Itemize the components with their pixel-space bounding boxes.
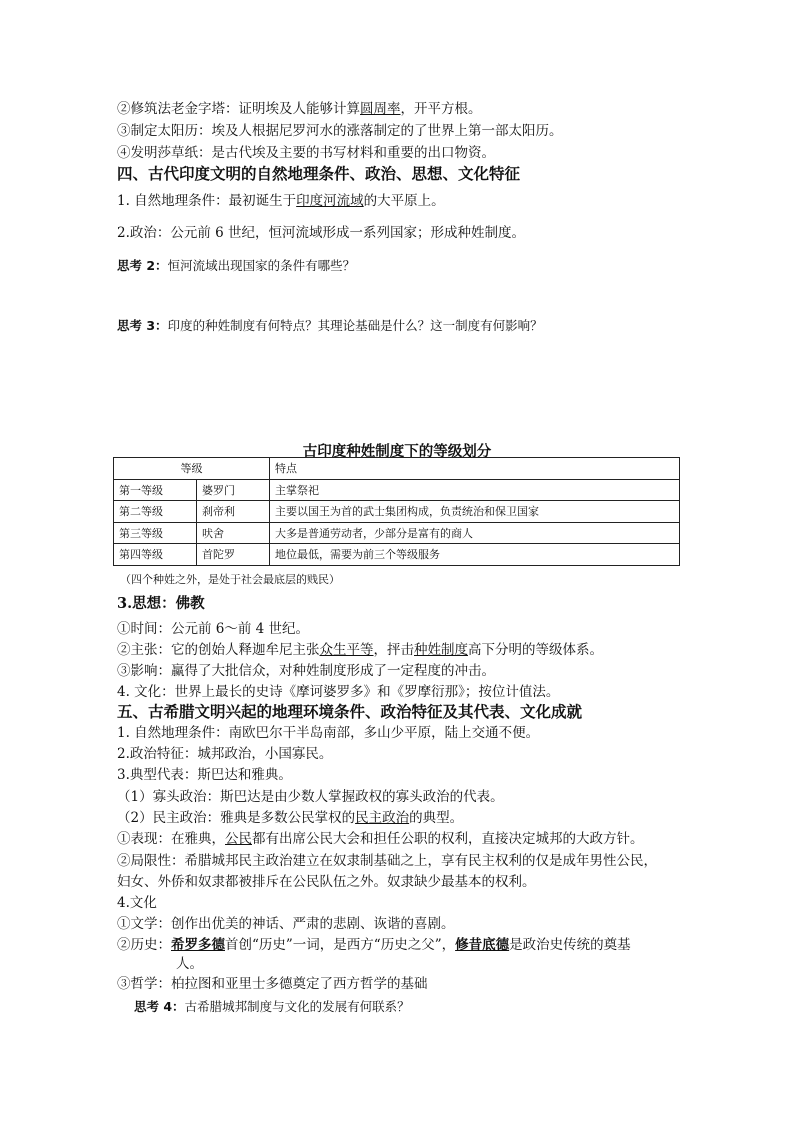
greece-expression: ①表现：在雅典，公民都有出席公民大会和担任公职的权利，直接决定城邦的大政方针。	[117, 831, 644, 847]
calendar-line: ③制定太阳历：埃及人根据尼罗河水的涨落制定的了世界上第一部太阳历。	[117, 123, 563, 139]
thought-time: ①时间：公元前 6～前 4 世纪。	[117, 621, 310, 637]
india-geo-line: 1. 自然地理条件：最初诞生于印度河流域的大平原上。	[117, 193, 445, 209]
india-culture: 4. 文化：世界上最长的史诗《摩诃婆罗多》和《罗摩衍那》；按位计值法。	[117, 684, 560, 700]
greece-democracy: （2）民主政治：雅典是多数公民掌权的民主政治的典型。	[117, 810, 464, 826]
pi-term: 圆周率	[360, 101, 401, 117]
table-row: 第一等级 婆罗门 主掌祭祀	[114, 479, 680, 501]
think-2: 思考 2：恒河流域出现国家的条件有哪些？	[117, 258, 356, 273]
caste-term: 种姓制度	[414, 642, 468, 658]
greece-geo: 1. 自然地理条件：南欧巴尔干半岛南部，多山少平原，陆上交通不便。	[117, 725, 540, 741]
table-row: 第四等级 首陀罗 地位最低，需要为前三个等级服务	[114, 544, 680, 566]
header-feature: 特点	[270, 458, 680, 480]
indus-term: 印度河流域	[296, 193, 364, 209]
think-4: 思考 4：古希腊城邦制度与文化的发展有何联系？	[134, 999, 410, 1014]
greece-heading: 五、古希腊文明兴起的地理环境条件、政治特征及其代表、文化成就	[117, 702, 583, 721]
greece-history-cont: 人。	[176, 956, 203, 972]
thought-heading: 3.思想：佛教	[117, 595, 205, 612]
greece-history: ②历史：希罗多德首创“历史”一词，是西方“历史之父”，修昔底德是政治史传统的奠基	[117, 937, 631, 953]
india-heading: 四、古代印度文明的自然地理条件、政治、思想、文化特征	[117, 164, 521, 183]
table-row: 第三等级 吠舍 大多是普通劳动者，少部分是富有的商人	[114, 522, 680, 544]
thought-impact: ③影响：赢得了大批信众，对种姓制度形成了一定程度的冲击。	[117, 663, 495, 679]
pyramid-line: ②修筑法老金字塔：证明埃及人能够计算圆周率，开平方根。	[117, 101, 482, 117]
greece-limit-2: 妇女、外侨和奴隶都被排斥在公民队伍之外。奴隶缺少最基本的权利。	[117, 874, 536, 890]
greece-reps: 3.典型代表：斯巴达和雅典。	[117, 767, 292, 783]
header-rank: 等级	[114, 458, 270, 480]
table-header-row	[114, 458, 680, 480]
table-note: （四个种姓之外，是处于社会最底层的贱民）	[120, 573, 340, 586]
herodotus-term: 希罗多德	[171, 937, 225, 953]
greece-oligarchy: （1）寡头政治：斯巴达是由少数人掌握政权的寡头政治的代表。	[117, 789, 504, 805]
caste-table	[113, 457, 680, 566]
india-politics-line: 2.政治：公元前 6 世纪，恒河流域形成一系列国家；形成种姓制度。	[117, 225, 526, 241]
papyrus-line: ④发明莎草纸：是古代埃及主要的书写材料和重要的出口物资。	[117, 145, 495, 161]
thought-claim: ②主张：它的创始人释迦牟尼主张众生平等，抨击种姓制度高下分明的等级体系。	[117, 642, 603, 658]
equality-term: 众生平等	[319, 642, 374, 658]
democracy-term: 民主政治	[355, 810, 410, 826]
greece-culture-heading: 4.文化	[117, 895, 157, 911]
greece-literature: ①文学：创作出优美的神话、严肃的悲剧、诙谐的喜剧。	[117, 916, 455, 932]
think-3: 思考 3：印度的种姓制度有何特点？其理论基础是什么？这一制度有何影响？	[117, 318, 543, 333]
greece-limit-1: ②局限性：希腊城邦民主政治建立在奴隶制基础之上，享有民主权利的仅是成年男性公民，	[117, 853, 657, 869]
greece-politics: 2.政治特征：城邦政治，小国寡民。	[117, 746, 333, 762]
thucydides-term: 修昔底德	[455, 937, 510, 953]
caste-table-title: 古印度种姓制度下的等级划分	[302, 443, 492, 460]
table-row: 第二等级 刹帝利 主要以国王为首的武士集团构成，负责统治和保卫国家	[114, 501, 680, 523]
greece-philosophy: ③哲学：柏拉图和亚里士多德奠定了西方哲学的基础	[117, 976, 428, 992]
citizen-term: 公民	[225, 831, 252, 847]
